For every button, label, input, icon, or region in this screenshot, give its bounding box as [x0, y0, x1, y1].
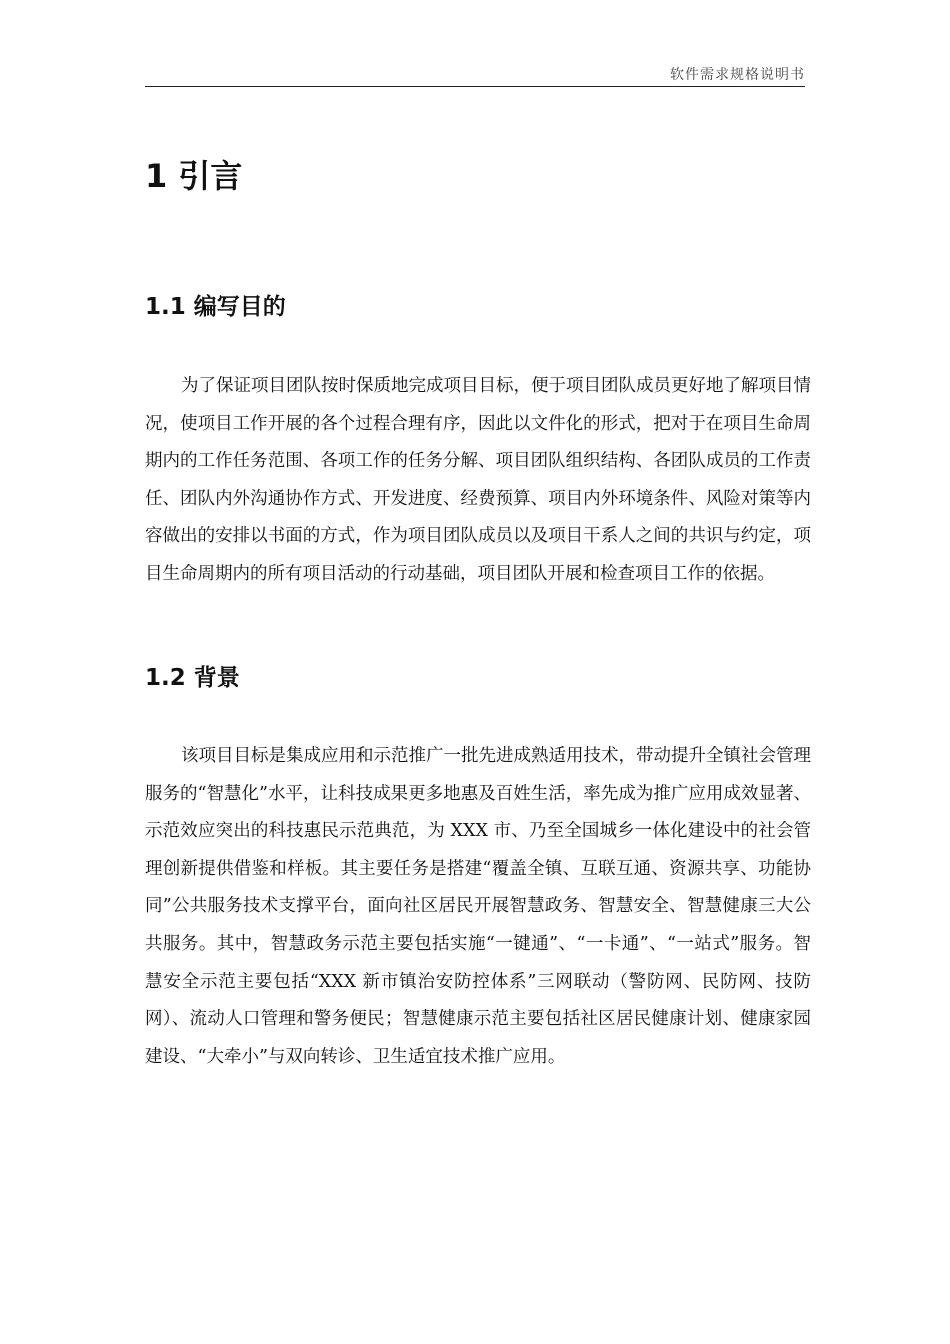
section-heading-background: 1.2 背景 [145, 665, 240, 691]
section-paragraph-purpose: 为了保证项目团队按时保质地完成项目目标，便于项目团队成员更好地了解项目情况，使项目工作开展的各个过程合理有序，因此以文件化的形式，把对于在项目生命周期内的工作任务范围、各项工作的任务分解、项目团队组织结构、各团队成员的工作责任、团队内外沟通协作方式、开发进度、经费预算、项目内外环境条件、风险对策等内容做出的安排以书面的方式，作为项目团队成员以及项目干系人之间的共识与约定，项目生命周期内的所有项目活动的行动基础，项目团队开展和检查项目工作的依据。 [145, 376, 811, 584]
section-heading-purpose: 1.1 编写目的 [145, 294, 286, 320]
document-title: 软件需求规格说明书 [670, 67, 805, 83]
page-header [145, 62, 805, 87]
chapter-title: 1 引言 [145, 157, 243, 195]
section-paragraph-background: 该项目目标是集成应用和示范推广一批先进成熟适用技术，带动提升全镇社会管理服务的“智慧化”水平，让科技成果更多地惠及百姓生活，率先成为推广应用成效显著、示范效应突出的科技惠民示范典范，为 XXX 市、乃至全国城乡一体化建设中的社会管理创新提供借鉴和样板。其主要任务是搭建“覆盖全镇、互联互通、资源共享、功能协同”公共服务技术支撑平台，面向社区居民开展智慧政务、智慧安全、智慧健康三大公共服务。其中，智慧政务示范主要包括实施“一键通”、“一卡通”、“一站式”服务。智慧安全示范主要包括“XXX 新市镇治安防控体系”三网联动（警防网、民防网、技防网）、流动人口管理和警务便民；智慧健康示范主要包括社区居民健康计划、健康家园建设、“大牵小”与双向转诊、卫生适宜技术推广应用。 [145, 746, 811, 1067]
